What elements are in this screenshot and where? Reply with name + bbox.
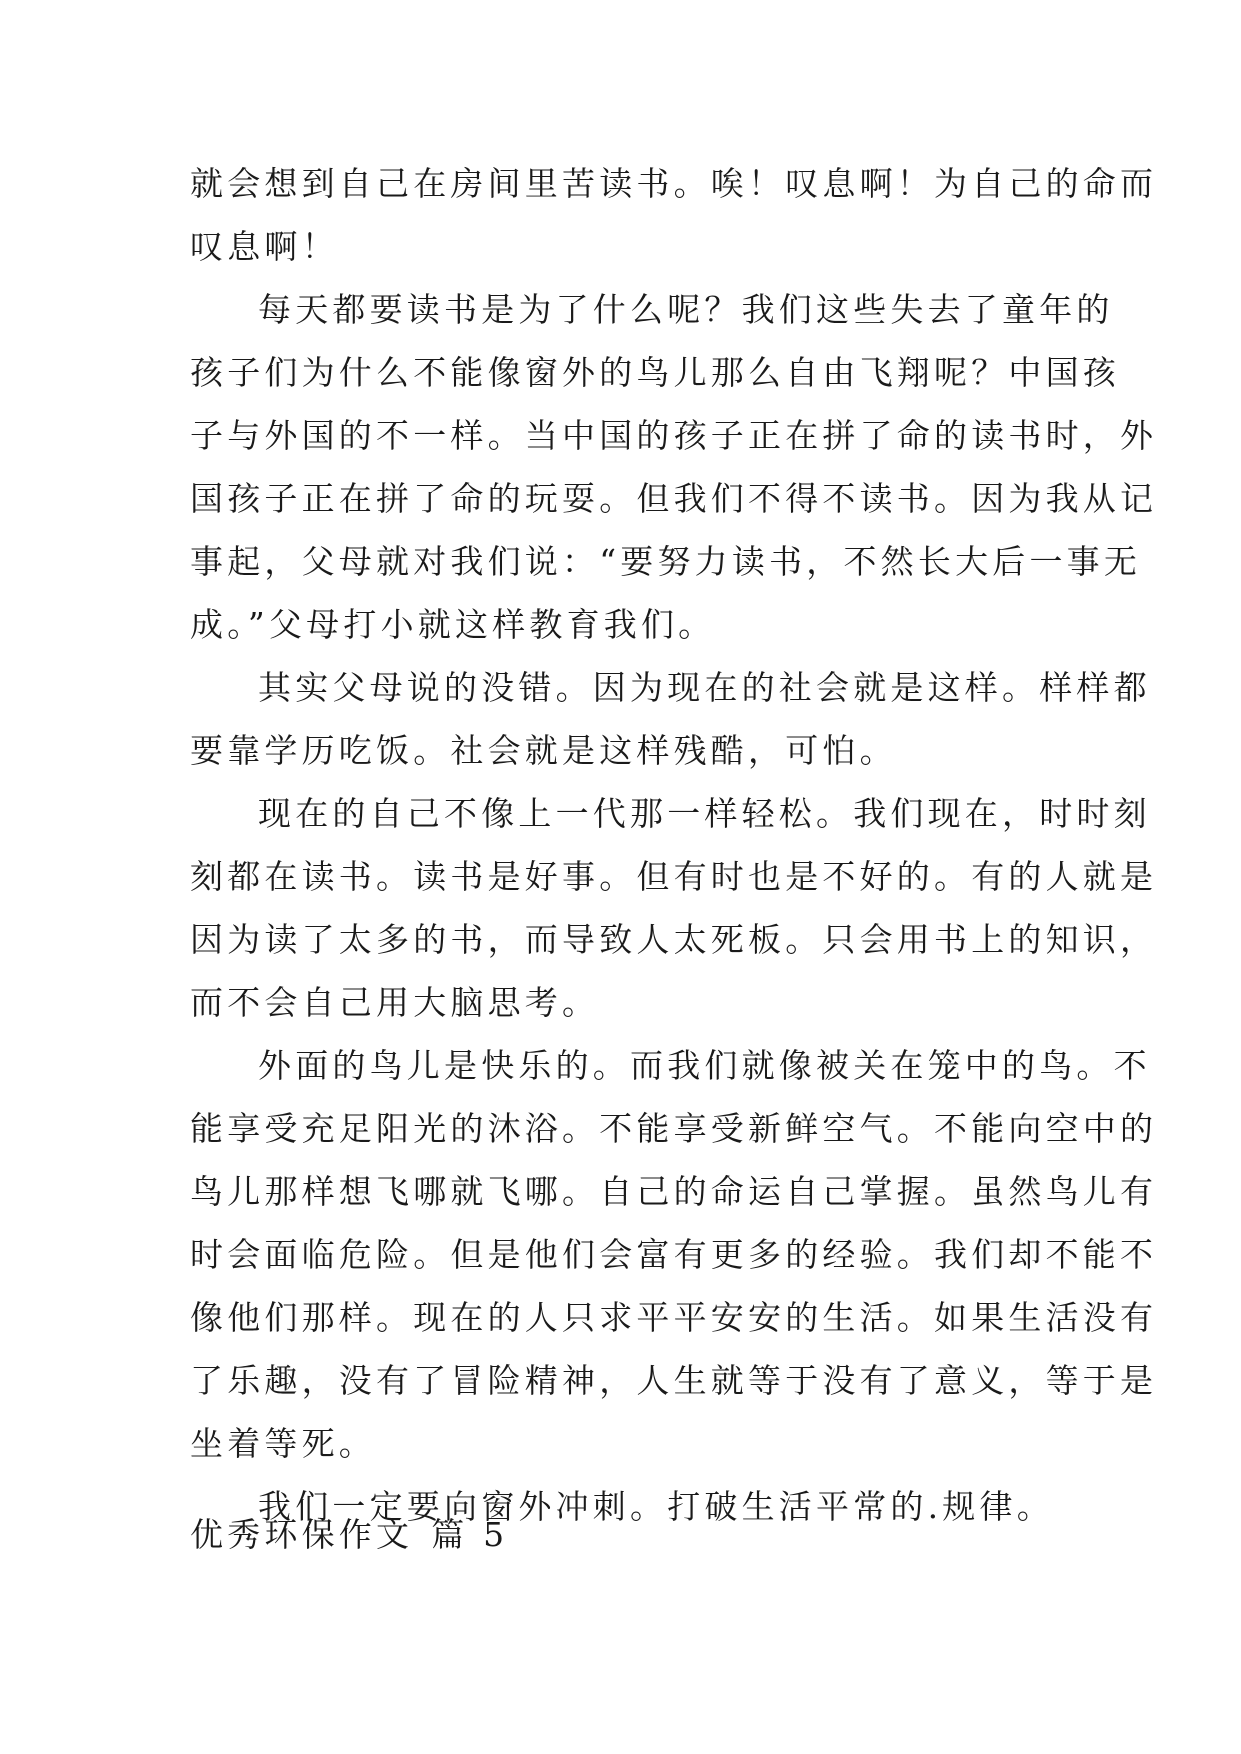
- text-line: 坐着等死。: [190, 1424, 376, 1463]
- section-heading: [190, 1503, 508, 1566]
- paragraph-first-line: 我们一定要向窗外冲刺。打破生活平常的.规律。: [258, 1487, 1054, 1526]
- text-line: 时会面临危险。但是他们会富有更多的经验。我们却不能不: [190, 1235, 1158, 1274]
- text-line: 就会想到自己在房间里苦读书。唉！叹息啊！为自己的命而: [190, 164, 1158, 203]
- text-line: 因为读了太多的书，而导致人太死板。只会用书上的知识，: [190, 920, 1158, 959]
- text-line: 子与外国的不一样。当中国的孩子正在拼了命的读书时，外: [190, 416, 1158, 455]
- text-line: 国孩子正在拼了命的玩耍。但我们不得不读书。因为我从记: [190, 479, 1158, 518]
- text-line: 叹息啊！: [190, 227, 339, 266]
- heading-part-number: 篇 5: [431, 1515, 509, 1554]
- text-line: 刻都在读书。读书是好事。但有时也是不好的。有的人就是: [190, 857, 1158, 896]
- text-line: 而不会自己用大脑思考。: [190, 983, 600, 1022]
- article-body: [190, 152, 1158, 1538]
- text-line: 孩子们为什么不能像窗外的鸟儿那么自由飞翔呢？中国孩: [190, 353, 1120, 392]
- paragraph-first-line: 外面的鸟儿是快乐的。而我们就像被关在笼中的鸟。不: [258, 1046, 1151, 1085]
- text-line: 像他们那样。现在的人只求平平安安的生活。如果生活没有: [190, 1298, 1158, 1337]
- text-line: 成。”父母打小就这样教育我们。: [190, 605, 716, 644]
- paragraph-first-line: 现在的自己不像上一代那一样轻松。我们现在，时时刻: [258, 794, 1151, 833]
- paragraph-first-line: 每天都要读书是为了什么呢？我们这些失去了童年的: [258, 290, 1114, 329]
- text-line: 鸟儿那样想飞哪就飞哪。自己的命运自己掌握。虽然鸟儿有: [190, 1172, 1158, 1211]
- paragraph-first-line: 其实父母说的没错。因为现在的社会就是这样。样样都: [258, 668, 1151, 707]
- text-line: 了乐趣，没有了冒险精神，人生就等于没有了意义，等于是: [190, 1361, 1158, 1400]
- text-line: 能享受充足阳光的沐浴。不能享受新鲜空气。不能向空中的: [190, 1109, 1158, 1148]
- text-line: 事起，父母就对我们说：“要努力读书，不然长大后一事无: [190, 542, 1142, 581]
- heading-title: 优秀环保作文: [190, 1515, 414, 1554]
- text-line: 要靠学历吃饭。社会就是这样残酷，可怕。: [190, 731, 897, 770]
